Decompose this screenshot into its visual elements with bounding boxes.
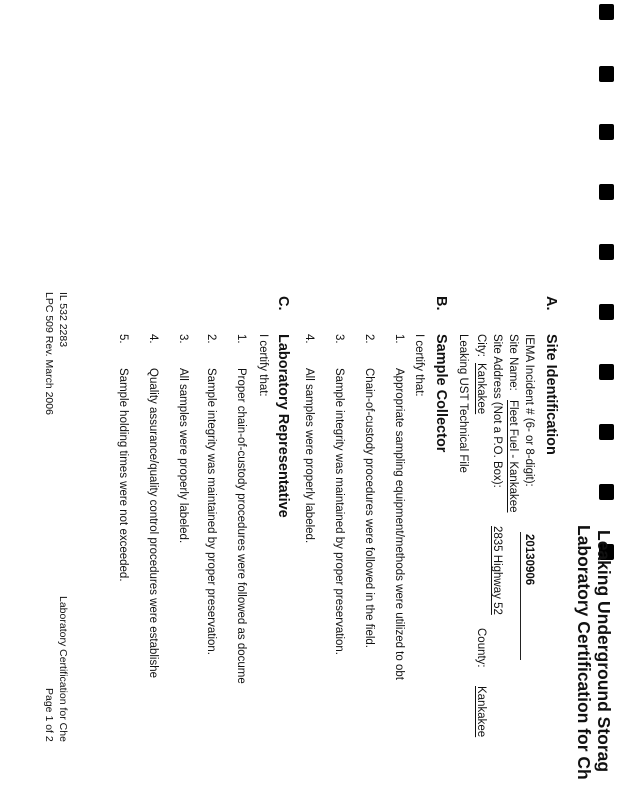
section-c-item-num: 1. [235, 334, 247, 344]
binding-mark [599, 4, 614, 20]
form-title-line2: Laboratory Certification for Ch [574, 525, 594, 780]
binding-mark [599, 66, 614, 82]
site-name-value: Fleet Fuel - Kankakee [507, 400, 519, 513]
binding-mark [599, 244, 614, 260]
form-revision: LPC 509 Rev. March 2006 [43, 292, 55, 415]
site-name-label: Site Name: [507, 334, 519, 391]
binding-mark [599, 484, 614, 500]
form-title-line1: Leaking Underground Storag [594, 530, 614, 773]
section-c-letter: C. [275, 296, 291, 311]
binding-mark [599, 184, 614, 200]
section-a-letter: A. [543, 296, 559, 311]
incident-underline [520, 532, 521, 660]
county-value: Kankakee [475, 686, 487, 738]
section-c-item-text: Sample integrity was maintained by proper preservation. [205, 368, 217, 656]
section-b-letter: B. [433, 296, 449, 311]
section-c-intro: I certify that: [257, 334, 269, 397]
form-id: IL 532 2283 [57, 292, 69, 348]
section-b-item-num: 3. [333, 334, 345, 344]
city-label: City: [475, 334, 487, 357]
section-c-heading: Laboratory Representative [275, 334, 291, 518]
section-c-item-num: 5. [117, 334, 129, 344]
section-a-heading: Site Identification [543, 334, 559, 455]
section-b-item-num: 2. [363, 334, 375, 344]
binding-mark [599, 424, 614, 440]
binding-mark [599, 124, 614, 140]
section-c-item-num: 3. [177, 334, 189, 344]
binding-mark [599, 304, 614, 320]
footer-doc-name: Laboratory Certification for Che [57, 596, 69, 742]
section-c-item-text: Sample holding times were not exceeded. [117, 368, 129, 582]
binding-mark [599, 364, 614, 380]
section-b-item-num: 1. [393, 334, 405, 344]
site-address-value: 2835 Highway 52 [491, 526, 503, 615]
section-b-item-text: Chain-of-custody procedures were followed in the field. [363, 368, 375, 648]
county-label: County: [475, 628, 487, 668]
city-value: Kankakee [475, 363, 487, 415]
section-b-item-text: All samples were properly labeled. [303, 368, 315, 544]
section-c-item-num: 4. [147, 334, 159, 344]
incident-value: 20130906 [523, 534, 535, 586]
section-c-item-text: All samples were properly labeled. [177, 368, 189, 544]
section-b-heading: Sample Collector [433, 334, 449, 453]
section-b-item-text: Sample integrity was maintained by proper preservation. [333, 368, 345, 656]
section-c-item-num: 2. [205, 334, 217, 344]
section-b-intro: I certify that: [413, 334, 425, 397]
section-b-item-text: Appropriate sampling equipment/methods were utilized to obt [393, 368, 405, 680]
technical-file-label: Leaking UST Technical File [457, 334, 469, 473]
section-c-item-text: Proper chain-of-custody procedures were followed as docume [235, 368, 247, 684]
section-c-item-text: Quality assurance/quality control procedures were establishe [147, 368, 159, 679]
incident-label: IEMA Incident # (6- or 8-digit): [523, 334, 535, 487]
page-number: Page 1 of 2 [43, 688, 55, 742]
section-b-item-num: 4. [303, 334, 315, 344]
site-address-label: Site Address (Not a P.O. Box): [491, 334, 503, 488]
